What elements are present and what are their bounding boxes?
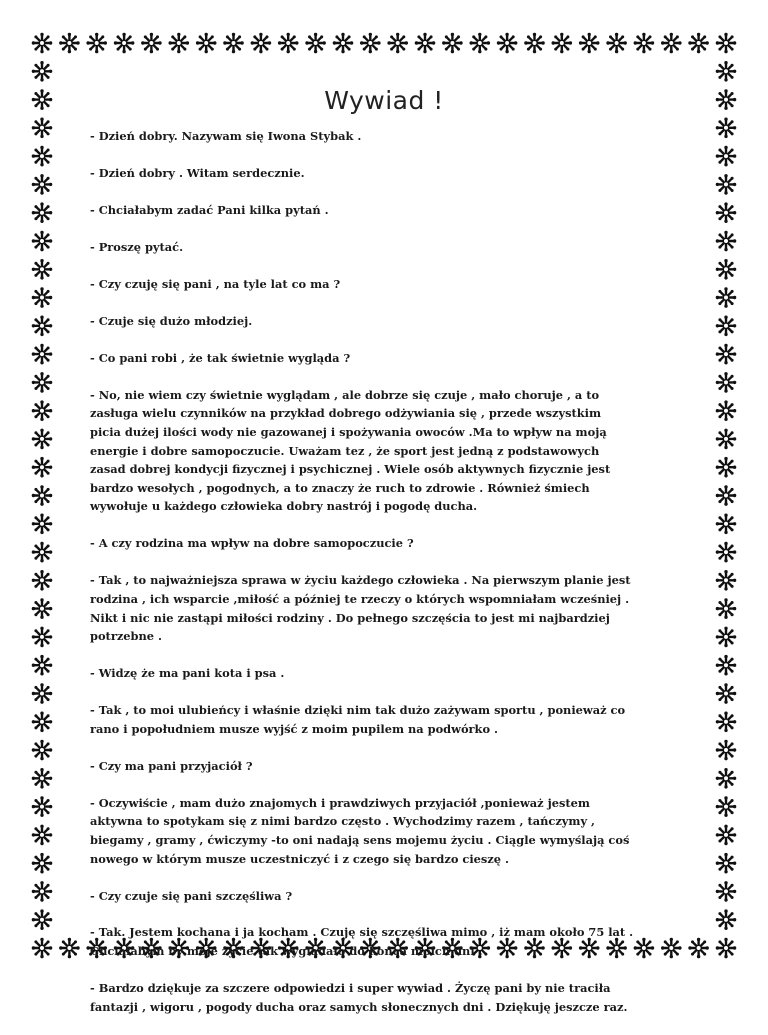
- asterisk-flower-icon: [470, 33, 491, 54]
- asterisk-flower-icon: [32, 429, 53, 450]
- asterisk-flower-icon: [32, 259, 53, 280]
- asterisk-flower-icon: [716, 655, 737, 676]
- asterisk-flower-icon: [661, 33, 682, 54]
- asterisk-flower-icon: [32, 344, 53, 365]
- asterisk-flower-icon: [716, 514, 737, 535]
- text-line: wywołuje u każdego człowieka dobry nastrój i pogodę ducha.: [90, 499, 478, 514]
- interview-paragraph: [90, 979, 694, 1016]
- asterisk-flower-icon: [32, 316, 53, 337]
- asterisk-flower-icon: [634, 33, 655, 54]
- asterisk-flower-icon: [716, 287, 737, 308]
- interview-paragraph: [90, 923, 694, 960]
- asterisk-flower-icon: [32, 740, 53, 761]
- asterisk-flower-icon: [716, 485, 737, 506]
- asterisk-flower-icon: [32, 514, 53, 535]
- text-line: - Czy ma pani przyjaciół ?: [90, 758, 253, 773]
- asterisk-flower-icon: [32, 598, 53, 619]
- asterisk-flower-icon: [32, 796, 53, 817]
- text-line: - Tak , to moi ulubieńcy i właśnie dzięki nim tak dużo zażywam sportu , ponieważ co: [90, 703, 626, 718]
- text-line: potrzebne .: [90, 629, 162, 644]
- text-line: energie i dobre samopoczucie. Uważam tez , że sport jest jedną z podstawowych: [90, 443, 600, 458]
- asterisk-flower-icon: [196, 33, 217, 54]
- text-line: nowego w którym musze uczestniczyć i z czego się bardzo cieszę .: [90, 851, 509, 866]
- text-line: biegamy , gramy , ćwiczymy -to oni nadają sens mojemu życiu . Ciągle wymyślają coś: [90, 832, 630, 847]
- asterisk-flower-icon: [32, 825, 53, 846]
- asterisk-flower-icon: [716, 33, 737, 54]
- asterisk-flower-icon: [497, 33, 518, 54]
- asterisk-flower-icon: [716, 202, 737, 223]
- text-line: - No, nie wiem czy świetnie wyglądam , ale dobrze się czuje , mało choruje , a to: [90, 387, 600, 402]
- text-line: Nikt i nic nie zastąpi miłości rodziny . Do pełnego szczęścia to jest mi najbardziej: [90, 610, 610, 625]
- asterisk-flower-icon: [442, 33, 463, 54]
- asterisk-flower-icon: [223, 33, 244, 54]
- text-line: - Proszę pytać.: [90, 239, 184, 254]
- asterisk-flower-icon: [32, 655, 53, 676]
- interview-paragraph: [90, 534, 694, 553]
- interview-paragraph: [90, 238, 694, 257]
- asterisk-flower-icon: [32, 627, 53, 648]
- asterisk-flower-icon: [32, 909, 53, 930]
- asterisk-flower-icon: [32, 712, 53, 733]
- asterisk-flower-icon: [32, 372, 53, 393]
- asterisk-flower-icon: [32, 287, 53, 308]
- interview-paragraph: [90, 386, 694, 516]
- asterisk-flower-icon: [169, 33, 190, 54]
- text-line: zasługa wielu czynników na przykład dobrego odżywiania się , przede wszystkim: [90, 406, 602, 421]
- asterisk-flower-icon: [552, 33, 573, 54]
- asterisk-flower-icon: [716, 457, 737, 478]
- text-line: - Dzień dobry. Nazywam się Iwona Stybak .: [90, 129, 362, 143]
- interview-paragraph: [90, 701, 694, 738]
- text-line: - Co pani robi , że tak świetnie wygląda ?: [90, 350, 351, 365]
- asterisk-flower-icon: [32, 146, 53, 167]
- text-line: zasad dobrej kondycji fizycznej i psychicznej . Wiele osób aktywnych fizycznie jest: [90, 462, 611, 477]
- asterisk-flower-icon: [32, 542, 53, 563]
- asterisk-flower-icon: [716, 316, 737, 337]
- text-line: - Czy czuje się pani szczęśliwa ?: [90, 888, 293, 903]
- asterisk-flower-icon: [716, 853, 737, 874]
- interview-paragraph: [90, 201, 694, 220]
- asterisk-flower-icon: [114, 33, 135, 54]
- text-line: rano i popołudniem musze wyjść z moim pupilem na podwórko .: [90, 721, 498, 736]
- asterisk-flower-icon: [606, 33, 627, 54]
- asterisk-flower-icon: [32, 400, 53, 421]
- text-line: - Tak , to najważniejsza sprawa w życiu każdego człowieka . Na pierwszym planie jest: [90, 573, 631, 588]
- asterisk-flower-icon: [716, 712, 737, 733]
- text-line: - Bardzo dziękuje za szczere odpowiedzi i super wywiad . Życzę pani by nie traciła: [90, 981, 611, 996]
- asterisk-flower-icon: [86, 33, 107, 54]
- asterisk-flower-icon: [716, 909, 737, 930]
- asterisk-flower-icon: [716, 429, 737, 450]
- text-line: - Widzę że ma pani kota i psa .: [90, 666, 285, 681]
- asterisk-flower-icon: [716, 796, 737, 817]
- text-line: picia dużej ilości wody nie gazowanej i spożywania owoców .Ma to wpływ na moją: [90, 425, 607, 440]
- text-line: - Czy czuję się pani , na tyle lat co ma ?: [90, 276, 341, 291]
- asterisk-flower-icon: [716, 146, 737, 167]
- asterisk-flower-icon: [141, 33, 162, 54]
- asterisk-flower-icon: [688, 33, 709, 54]
- asterisk-flower-icon: [32, 485, 53, 506]
- text-line: fantazji , wigoru , pogody ducha oraz samych słonecznych dni . Dziękuję jeszcze raz.: [90, 999, 628, 1014]
- asterisk-flower-icon: [716, 400, 737, 421]
- text-line: bardzo wesołych , pogodnych, a to znaczy że ruch to zdrowie . Również śmiech: [90, 480, 590, 495]
- asterisk-flower-icon: [716, 570, 737, 591]
- asterisk-flower-icon: [333, 33, 354, 54]
- asterisk-flower-icon: [32, 33, 53, 54]
- asterisk-flower-icon: [305, 33, 326, 54]
- asterisk-flower-icon: [32, 570, 53, 591]
- asterisk-flower-icon: [716, 938, 737, 959]
- interview-paragraph: [90, 164, 694, 183]
- asterisk-flower-icon: [716, 344, 737, 365]
- asterisk-flower-icon: [32, 881, 53, 902]
- text-line: - Tak. Jestem kochana i ja kocham . Czuję się szczęśliwa mimo , iż mam około 75 lat .: [90, 925, 634, 940]
- asterisk-flower-icon: [32, 938, 53, 959]
- text-line: - A czy rodzina ma wpływ na dobre samopoczucie ?: [90, 536, 414, 551]
- asterisk-flower-icon: [32, 61, 53, 82]
- asterisk-flower-icon: [579, 33, 600, 54]
- asterisk-flower-icon: [716, 768, 737, 789]
- asterisk-flower-icon: [59, 938, 80, 959]
- interview-paragraph: [90, 312, 694, 331]
- asterisk-flower-icon: [251, 33, 272, 54]
- asterisk-flower-icon: [716, 259, 737, 280]
- text-line: - Chciałabym zadać Pani kilka pytań .: [90, 202, 329, 217]
- interview-paragraph: [90, 127, 694, 146]
- interview-paragraph: [90, 571, 694, 645]
- asterisk-flower-icon: [716, 598, 737, 619]
- asterisk-flower-icon: [32, 118, 53, 139]
- interview-paragraph: [90, 757, 694, 776]
- asterisk-flower-icon: [716, 118, 737, 139]
- asterisk-flower-icon: [32, 457, 53, 478]
- text-line: - Dzień dobry . Witam serdecznie.: [90, 165, 305, 180]
- asterisk-flower-icon: [716, 372, 737, 393]
- asterisk-flower-icon: [716, 542, 737, 563]
- asterisk-flower-icon: [716, 683, 737, 704]
- asterisk-flower-icon: [415, 33, 436, 54]
- page-title: Wywiad !: [324, 86, 444, 115]
- asterisk-flower-icon: [716, 740, 737, 761]
- asterisk-flower-icon: [360, 33, 381, 54]
- interview-paragraph: [90, 887, 694, 906]
- asterisk-flower-icon: [32, 174, 53, 195]
- asterisk-flower-icon: [716, 61, 737, 82]
- text-line: Chciałabym by moje życie tak wyglądało do końca moich dni .: [90, 944, 483, 959]
- asterisk-flower-icon: [716, 174, 737, 195]
- text-line: rodzina , ich wsparcie ,miłość a później te rzeczy o których wspomniałam wcześniej .: [90, 592, 630, 607]
- text-line: - Oczywiście , mam dużo znajomych i prawdziwych przyjaciół ,ponieważ jestem: [90, 795, 590, 810]
- interview-paragraph: [90, 275, 694, 294]
- interview-paragraph: [90, 794, 694, 868]
- text-line: aktywna to spotykam się z nimi bardzo często . Wychodzimy razem , tańczymy ,: [90, 814, 596, 829]
- asterisk-flower-icon: [716, 825, 737, 846]
- asterisk-flower-icon: [32, 231, 53, 252]
- asterisk-flower-icon: [278, 33, 299, 54]
- asterisk-flower-icon: [32, 683, 53, 704]
- asterisk-flower-icon: [524, 33, 545, 54]
- asterisk-flower-icon: [32, 202, 53, 223]
- text-line: - Czuje się dużo młodziej.: [90, 313, 253, 328]
- asterisk-flower-icon: [387, 33, 408, 54]
- asterisk-flower-icon: [716, 627, 737, 648]
- asterisk-flower-icon: [716, 881, 737, 902]
- interview-text: [90, 127, 694, 1035]
- interview-paragraph: [90, 664, 694, 683]
- asterisk-flower-icon: [32, 853, 53, 874]
- interview-paragraph: [90, 349, 694, 368]
- asterisk-flower-icon: [59, 33, 80, 54]
- asterisk-flower-icon: [32, 768, 53, 789]
- asterisk-flower-icon: [716, 231, 737, 252]
